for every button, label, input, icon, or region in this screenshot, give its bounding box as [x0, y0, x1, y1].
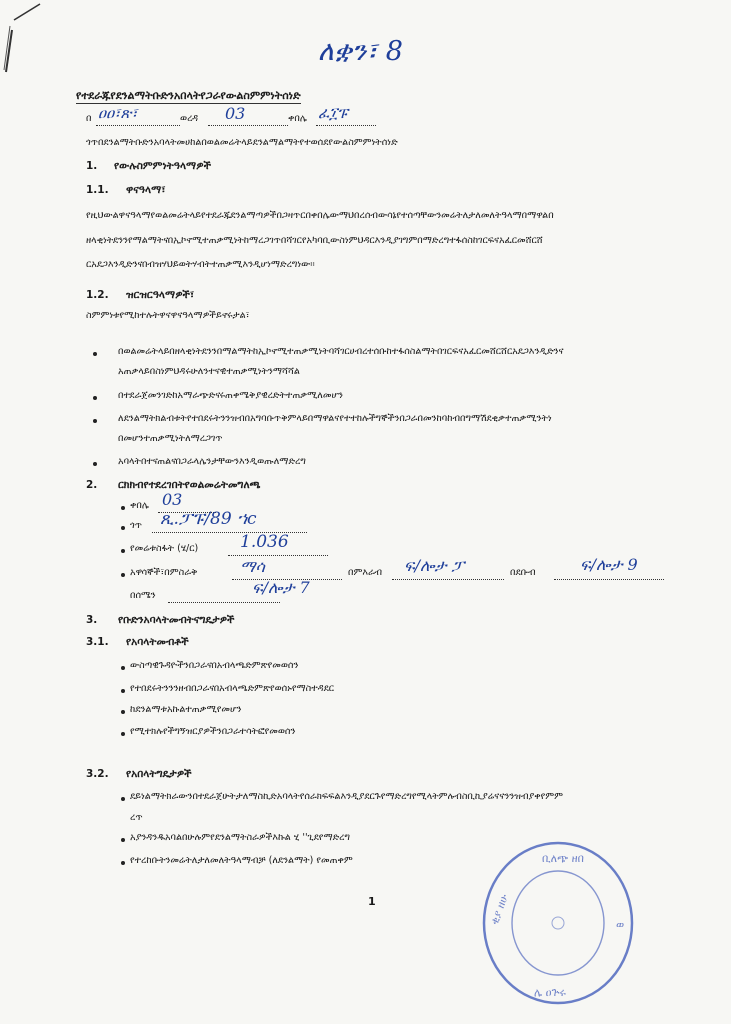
bullet-marker [121, 526, 125, 530]
section-1-1-title: ዋናዓላማ፣ [126, 184, 166, 196]
date-underline-2 [208, 124, 288, 126]
field-kebele-label: ቀበሌ [130, 500, 149, 511]
field-kebele-value: 03 [162, 490, 183, 509]
section-1-number: 1. [86, 160, 98, 172]
section-1-2-intro: ስምምነቱየሚከተሉትዋናዋናዓላማዎችይኖሩታል፣ [86, 310, 250, 321]
section-1-title: የውሉስምምነትዓላማዎች [114, 160, 211, 172]
field-west-value: ፍ/ሎታ ፓ [404, 556, 465, 575]
section-1-1-line-1: የዚህውልዋናዓላማየወልመሬትላይየተደራጁደንልማጣዎችበጋዛጥርበቀበሌውማህበረሰብውሳኔየተሰጣቸውንመሬትለታለመለትዓላማበማዋልበ [86, 210, 554, 221]
bullet-marker [93, 396, 97, 400]
field-area-value: 1.036 [240, 532, 289, 552]
bullet-marker [93, 419, 97, 423]
field-north-label: በሰሜን [130, 590, 156, 601]
page-label: ለቋን፣ 8 [318, 36, 403, 67]
field-west-line [392, 578, 504, 580]
section-1-1-line-2: ዘላቂነትደንንየማልማትናበኢኮኖሚተጠቃሚነትከማረጋገጥበሻገርየአካባቢውስነምህዳርእንዲያገግምበማድረግተፋሰስከገርፍናአፈርመሸርሸ [86, 235, 543, 246]
date-prefix: በ [86, 113, 92, 124]
section-3-title: የቡድንአባላትመብትናግዴታዎች [118, 614, 235, 626]
objective-3-line-1: ለደንልማትክልብቱትየተበደሩትንንዝብበአግባቡጥቅምላይበማዋልናየተተከሉችግኞችንበጋራበመንከባከብበግማሽደቂቃተጠቃሚንትነ [118, 413, 552, 424]
field-neighbors-label: አዋሳኞች፣በምስራቅ [130, 567, 198, 578]
bullet-marker [121, 710, 125, 714]
date-mid-2: ቀበሌ [288, 113, 307, 124]
section-2-title: ርክክብየተደረገበትየወልመሬትመግለጫ [118, 479, 261, 491]
date-underline-1 [96, 124, 180, 126]
duty-2: አያንዳንዱአባልበሁሉምየደንልማትስራዎችእኩል ሂ ''ጊደየማድረግ [130, 832, 350, 843]
section-1-2-number: 1.2. [86, 289, 109, 301]
right-2: የተበደሩትንንንዘብበጋራናበአብላጫድምጽየወሰኑየማስተዳደር [130, 683, 334, 694]
section-3-2-title: የአበላትግዴታዎች [126, 768, 192, 780]
bullet-marker [93, 352, 97, 356]
right-1: ውስጣዊጉዳዮችንበጋራናበአብላጫድምጽየመወሰን [130, 660, 299, 671]
page-number: 1 [368, 895, 376, 908]
handwritten-date-year: ፈ፲ፑ [318, 104, 348, 122]
document-title: የተደራጁየደንልማትቡድንአበላትየጋራየውልስምምነትሰነድ [76, 89, 301, 102]
field-house-label: ጎጥ [130, 520, 142, 531]
bullet-marker [121, 573, 125, 577]
bullet-marker [121, 732, 125, 736]
right-4: የሚተክሉየችግኝዝርያዎችንበጋራተሳትፎየመወሰን [130, 726, 296, 737]
field-north-line [168, 601, 280, 603]
bullet-marker [121, 797, 125, 801]
section-1-1-number: 1.1. [86, 184, 109, 196]
duty-3: የተረከቡትንመሬትለታለመለትዓላማብቻ (ለደንልማት) የመጠቀም [130, 855, 353, 866]
objective-4: አባላትበተናጠልናበጋራላሌንታቸውንእንዲወጡለማድረግ [118, 456, 306, 467]
bullet-marker [121, 861, 125, 865]
intro-line: ጎጥበደንልማትቡድንአባላትመሀከልበወልመሬትላይደንልማልማትየተወሰደየውልስምምነትሰነድ [86, 137, 398, 148]
field-south-line [554, 578, 664, 580]
section-1-2-title: ዝርዝርዓላማዎች፣ [126, 289, 195, 301]
bullet-marker [121, 689, 125, 693]
field-south-value: ፍ/ሎታ 9 [580, 555, 638, 574]
objective-2: በተደራጀመንገድከአማራጭድናሩጠቀሜቅያዊረድትተጠቃሚለመሆን [118, 390, 343, 401]
section-3-2-number: 3.2. [86, 768, 109, 780]
stamp-ring-text-left: ቂያ ዘሁ [487, 892, 511, 927]
field-north-value: ፍ/ሎታ 7 [252, 578, 310, 597]
field-east-value: ማሳ [240, 557, 265, 576]
handwritten-date-month: 03 [225, 104, 246, 123]
duty-1-line-1: ደይነልማትክራውንበተደራጀሁትታለማስኪድአባላትየሰራክፍፍልእንዲያደርጉየማድረግየሚላትምሉብስቢኪያሬናናንንዝብያቀየምም [130, 791, 564, 802]
field-south-label: በደቡብ [510, 567, 536, 578]
objective-3-line-2: በመሆንተጠቃሚነትለማረጋገጥ [118, 433, 223, 444]
bullet-marker [121, 506, 125, 510]
date-underline-3 [316, 124, 376, 126]
section-3-1-number: 3.1. [86, 636, 109, 648]
bullet-marker [121, 549, 125, 553]
stamp-ring-text-top: ቢለጭ ዘበ [542, 852, 584, 865]
section-1-1-line-3: ርአደጋእንዲድንናበብዝሃህይወትሃብትተጠቃሚእንዲሆነማድረግነው። [86, 259, 315, 270]
section-3-number: 3. [86, 614, 98, 626]
official-stamp [478, 838, 638, 1008]
bullet-marker [93, 462, 97, 466]
section-3-1-title: የአባላትመብቶች [126, 636, 189, 648]
bullet-marker [121, 666, 125, 670]
field-west-label: በምእራብ [348, 567, 383, 578]
objective-1-line-1: በወልመሬትላይበዘላቂነትደንንበማልማትከኢኮኖሚተጠቃሚነትባሻገርሀብረተሰቡከተፋሰስልማትበገርፍናአፈርመሸርሸርአደጋእንዲድንና [118, 346, 564, 357]
objective-1-line-2: አጠቃላይበስነምህዳሩሁለንተናዊተጠቃሚነትንማሻሻል [118, 366, 300, 377]
date-mid-1: ወረዳ [180, 113, 199, 124]
right-3: ከደንልማቱአኩልተጠቃሚየመሆን [130, 704, 242, 715]
field-area-label: የመሬቱስፋት (ሄ/ር) [130, 543, 199, 554]
section-2-number: 2. [86, 479, 98, 491]
binding-mark [0, 0, 60, 90]
bullet-marker [121, 838, 125, 842]
duty-1-line-2: ረጥ [130, 812, 143, 823]
handwritten-date-day: ዐዐ፣ጽ፣ [98, 104, 138, 122]
stamp-ring-text-bottom: ሌ ዐጕሩ [534, 986, 566, 999]
field-house-value: ጺ.ፓፑ/89 ኀc [160, 509, 257, 529]
field-area-line [228, 554, 328, 556]
stamp-ring-text-right: ወ [616, 918, 625, 931]
